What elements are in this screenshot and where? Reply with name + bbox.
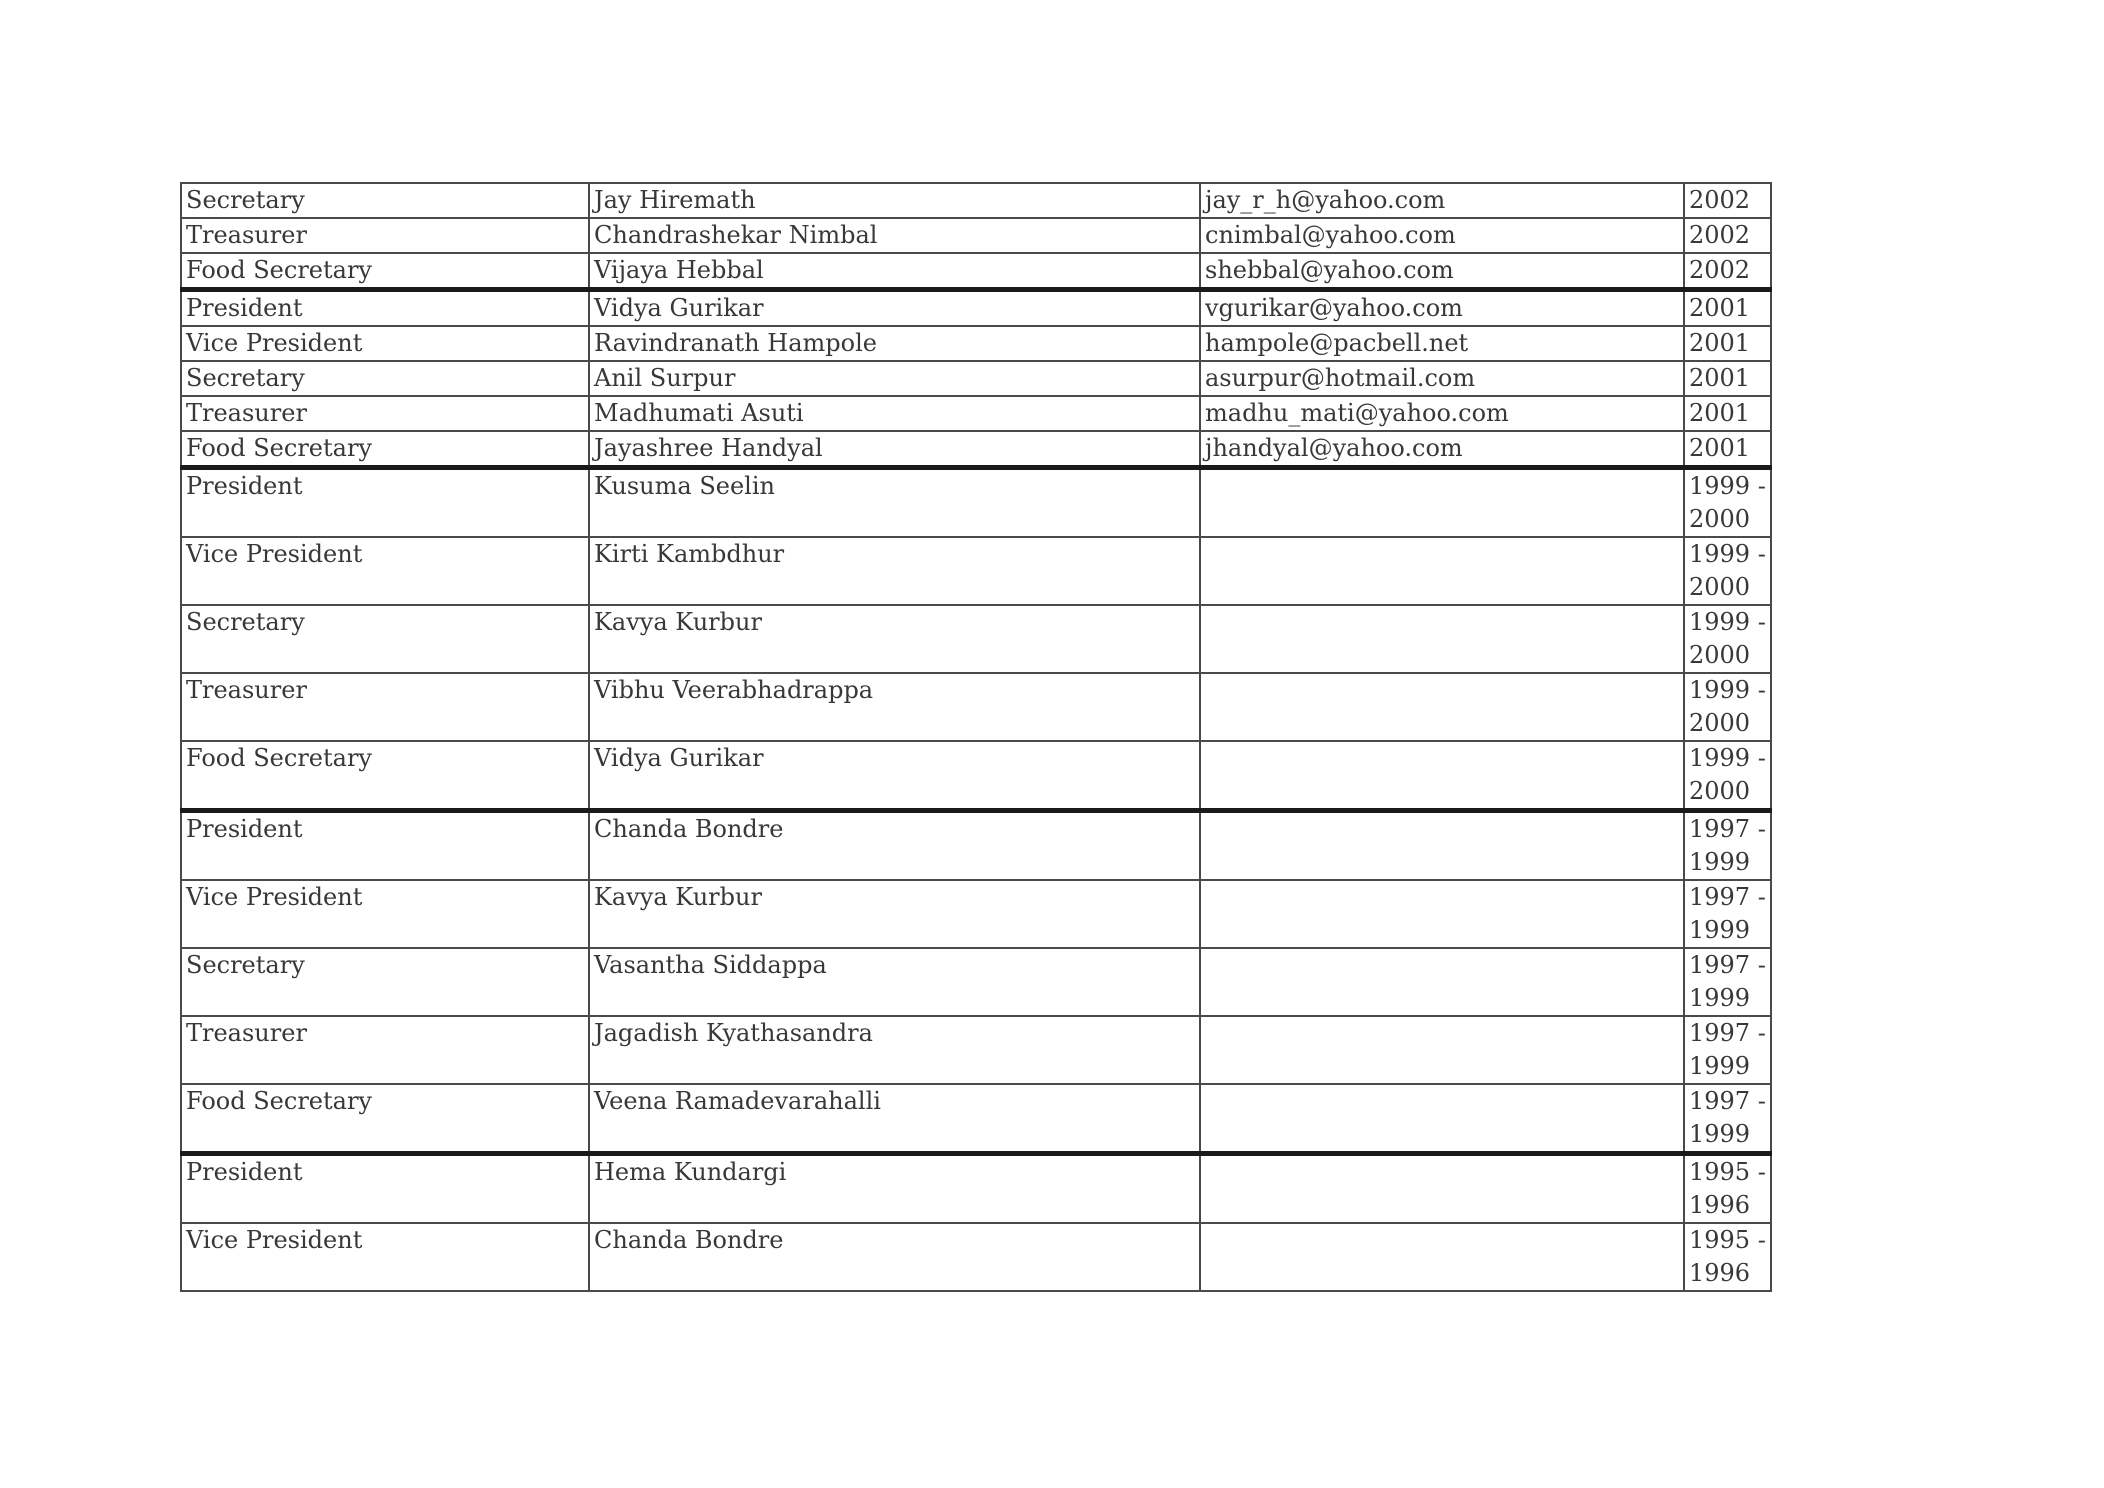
position-cell: President — [181, 468, 589, 538]
table-row — [181, 1016, 1771, 1084]
years-cell: 1999 - 2000 — [1684, 468, 1771, 538]
position-cell: Secretary — [181, 605, 589, 673]
table-row — [181, 811, 1771, 881]
table-row — [181, 396, 1771, 431]
years-cell: 2001 — [1684, 326, 1771, 361]
name-cell: Chanda Bondre — [589, 1223, 1200, 1291]
name-cell: Kusuma Seelin — [589, 468, 1200, 538]
position-cell: Food Secretary — [181, 741, 589, 811]
years-cell: 1999 - 2000 — [1684, 741, 1771, 811]
email-cell: asurpur@hotmail.com — [1200, 361, 1684, 396]
table-row — [181, 880, 1771, 948]
years-cell: 2002 — [1684, 253, 1771, 290]
years-cell: 1997 - 1999 — [1684, 1084, 1771, 1154]
name-cell: Vijaya Hebbal — [589, 253, 1200, 290]
email-cell — [1200, 948, 1684, 1016]
years-cell: 1999 - 2000 — [1684, 605, 1771, 673]
position-cell: President — [181, 290, 589, 327]
position-cell: Vice President — [181, 537, 589, 605]
name-cell: Kavya Kurbur — [589, 880, 1200, 948]
name-cell: Madhumati Asuti — [589, 396, 1200, 431]
table-row — [181, 468, 1771, 538]
table-row — [181, 537, 1771, 605]
table-row — [181, 253, 1771, 290]
years-cell: 1997 - 1999 — [1684, 880, 1771, 948]
email-cell — [1200, 673, 1684, 741]
years-cell: 2001 — [1684, 290, 1771, 327]
officers-table-body — [181, 183, 1771, 1291]
years-cell: 1999 - 2000 — [1684, 537, 1771, 605]
years-cell: 2002 — [1684, 218, 1771, 253]
table-row — [181, 218, 1771, 253]
years-cell: 1995 - 1996 — [1684, 1223, 1771, 1291]
email-cell — [1200, 1084, 1684, 1154]
position-cell: President — [181, 1154, 589, 1224]
table-row — [181, 326, 1771, 361]
name-cell: Ravindranath Hampole — [589, 326, 1200, 361]
table-row — [181, 673, 1771, 741]
email-cell: cnimbal@yahoo.com — [1200, 218, 1684, 253]
table-row — [181, 431, 1771, 468]
name-cell: Chandrashekar Nimbal — [589, 218, 1200, 253]
years-cell: 1997 - 1999 — [1684, 811, 1771, 881]
years-cell: 1997 - 1999 — [1684, 1016, 1771, 1084]
position-cell: Food Secretary — [181, 253, 589, 290]
email-cell — [1200, 1016, 1684, 1084]
years-cell: 1995 - 1996 — [1684, 1154, 1771, 1224]
email-cell: vgurikar@yahoo.com — [1200, 290, 1684, 327]
name-cell: Veena Ramadevarahalli — [589, 1084, 1200, 1154]
position-cell: Food Secretary — [181, 1084, 589, 1154]
email-cell — [1200, 605, 1684, 673]
position-cell: President — [181, 811, 589, 881]
table-row — [181, 605, 1771, 673]
table-row — [181, 1223, 1771, 1291]
email-cell: madhu_mati@yahoo.com — [1200, 396, 1684, 431]
email-cell: hampole@pacbell.net — [1200, 326, 1684, 361]
name-cell: Jagadish Kyathasandra — [589, 1016, 1200, 1084]
table-row — [181, 183, 1771, 218]
table-row — [181, 1084, 1771, 1154]
email-cell — [1200, 537, 1684, 605]
years-cell: 2001 — [1684, 396, 1771, 431]
table-row — [181, 361, 1771, 396]
table-row — [181, 741, 1771, 811]
name-cell: Kirti Kambdhur — [589, 537, 1200, 605]
position-cell: Secretary — [181, 948, 589, 1016]
email-cell — [1200, 880, 1684, 948]
years-cell: 2001 — [1684, 431, 1771, 468]
officers-table — [180, 182, 1772, 1292]
name-cell: Vibhu Veerabhadrappa — [589, 673, 1200, 741]
email-cell: jhandyal@yahoo.com — [1200, 431, 1684, 468]
table-row — [181, 948, 1771, 1016]
name-cell: Jay Hiremath — [589, 183, 1200, 218]
position-cell: Secretary — [181, 361, 589, 396]
email-cell — [1200, 1223, 1684, 1291]
position-cell: Treasurer — [181, 218, 589, 253]
position-cell: Treasurer — [181, 1016, 589, 1084]
name-cell: Vasantha Siddappa — [589, 948, 1200, 1016]
name-cell: Vidya Gurikar — [589, 741, 1200, 811]
email-cell — [1200, 811, 1684, 881]
email-cell: shebbal@yahoo.com — [1200, 253, 1684, 290]
position-cell: Vice President — [181, 1223, 589, 1291]
table-row — [181, 1154, 1771, 1224]
name-cell: Vidya Gurikar — [589, 290, 1200, 327]
email-cell — [1200, 1154, 1684, 1224]
position-cell: Secretary — [181, 183, 589, 218]
email-cell — [1200, 468, 1684, 538]
years-cell: 2002 — [1684, 183, 1771, 218]
position-cell: Food Secretary — [181, 431, 589, 468]
name-cell: Hema Kundargi — [589, 1154, 1200, 1224]
years-cell: 1997 - 1999 — [1684, 948, 1771, 1016]
position-cell: Vice President — [181, 326, 589, 361]
table-row — [181, 290, 1771, 327]
years-cell: 1999 - 2000 — [1684, 673, 1771, 741]
name-cell: Anil Surpur — [589, 361, 1200, 396]
years-cell: 2001 — [1684, 361, 1771, 396]
email-cell — [1200, 741, 1684, 811]
name-cell: Kavya Kurbur — [589, 605, 1200, 673]
name-cell: Chanda Bondre — [589, 811, 1200, 881]
name-cell: Jayashree Handyal — [589, 431, 1200, 468]
email-cell: jay_r_h@yahoo.com — [1200, 183, 1684, 218]
position-cell: Vice President — [181, 880, 589, 948]
position-cell: Treasurer — [181, 673, 589, 741]
position-cell: Treasurer — [181, 396, 589, 431]
